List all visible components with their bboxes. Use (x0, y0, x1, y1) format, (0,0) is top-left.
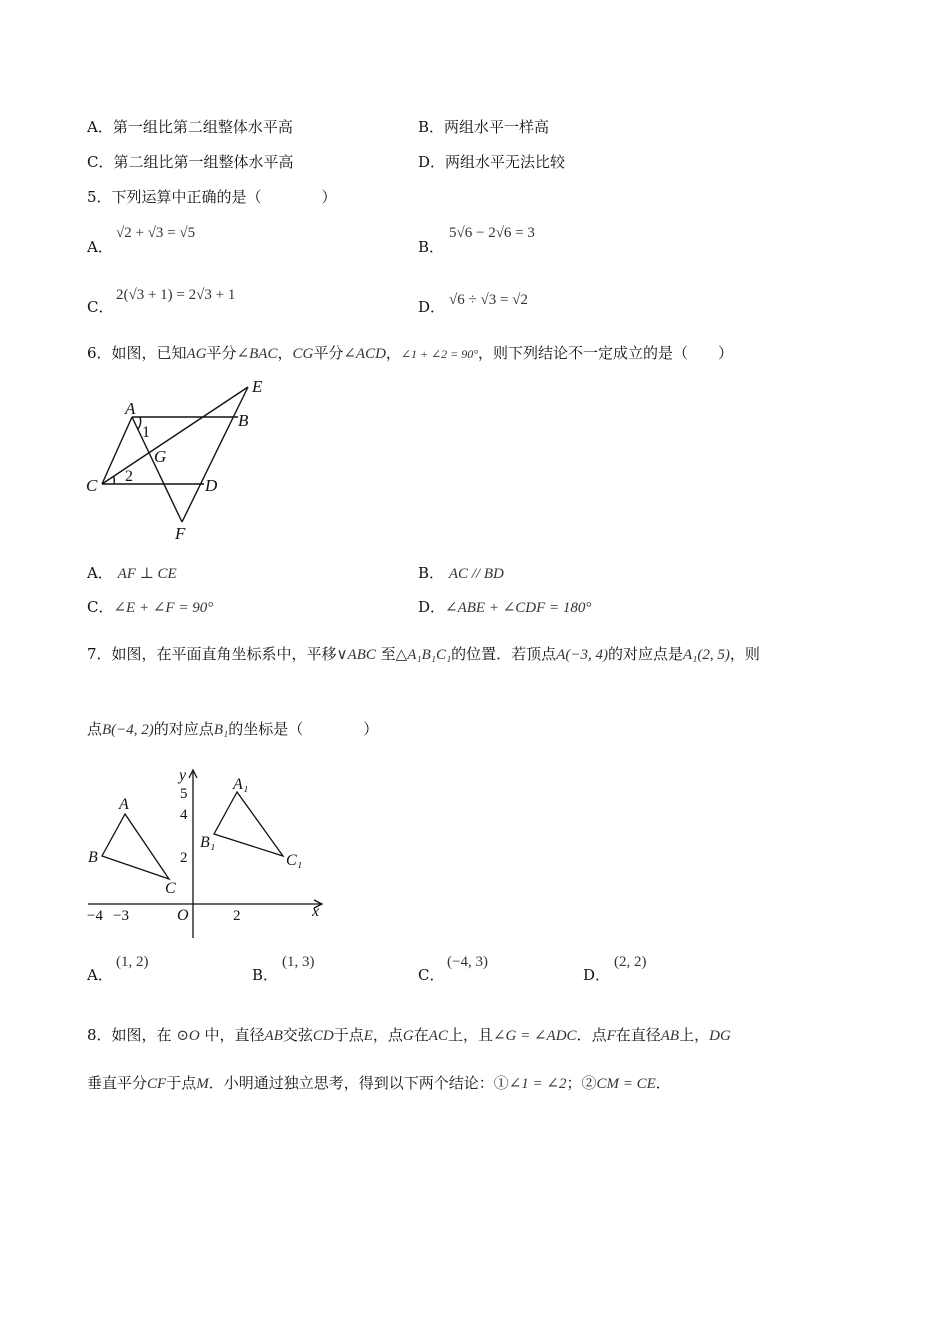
q4-option-d: D．两组水平无法比较 (418, 153, 566, 171)
q5-option-c-letter: C． (87, 298, 114, 316)
q6-option-c: C．∠E + ∠F = 90° (87, 598, 214, 616)
q8-stem-line1: 8．如图，在 ⊙O 中，直径AB交弦CD于点E，点G在AC上，且∠G = ∠ADC．点F在直径AB上，DG (87, 1026, 731, 1044)
q5-option-a-letter: A． (87, 238, 113, 256)
label-f: F (175, 524, 186, 543)
q5-option-b-letter: B． (418, 238, 445, 256)
triangle-a1b1c1 (214, 792, 283, 856)
x-tick-neg4: −4 (87, 908, 103, 924)
q6-option-a: A． AF ⊥ CE (87, 564, 177, 582)
label-a: A (125, 399, 136, 418)
q7-stem-line2: 点B(−4, 2)的对应点B₁的坐标是（ ） (87, 720, 379, 738)
point-c1: C₁ (286, 852, 303, 869)
point-b1: B₁ (200, 834, 216, 851)
y-tick-2: 2 (180, 850, 188, 866)
line-ef (182, 387, 248, 522)
q7-option-c-expr: (−4, 3) (447, 954, 488, 970)
q7-option-b-expr: (1, 3) (282, 954, 315, 970)
label-e: E (252, 377, 263, 396)
q5-stem: 5．下列运算中正确的是（ ） (87, 188, 337, 206)
q7-option-a-expr: (1, 2) (116, 954, 149, 970)
axis-label-y: y (179, 767, 187, 784)
q5-option-a-expr: √2 + √3 = √5 (116, 225, 196, 241)
q4-option-c: C．第二组比第一组整体水平高 (87, 153, 294, 171)
q5-option-b-expr: 5√6 − 2√6 = 3 (449, 225, 535, 241)
x-tick-neg3: −3 (113, 908, 129, 924)
q4-option-b: B．两组水平一样高 (418, 118, 550, 136)
line-af (132, 417, 182, 522)
label-angle-2: 2 (125, 468, 133, 485)
label-b: B (238, 411, 249, 430)
q4-option-a: A．第一组比第二组整体水平高 (87, 118, 293, 136)
q6-stem: 6．如图，已知AG平分∠BAC，CG平分∠ACD，∠1 + ∠2 = 90°，则下列结论不一定成立的是（ ） (87, 344, 734, 362)
q5-option-d-expr: √6 ÷ √3 = √2 (449, 292, 528, 308)
label-c: C (86, 476, 98, 495)
q7-option-a-letter: A． (87, 966, 113, 984)
q7-option-d-expr: (2, 2) (614, 954, 647, 970)
q6-option-d: D．∠ABE + ∠CDF = 180° (418, 598, 592, 616)
label-d: D (205, 476, 218, 495)
point-b: B (88, 849, 98, 866)
angle-2-arc (113, 476, 114, 484)
y-tick-5: 5 (180, 786, 188, 802)
q6-figure (80, 372, 290, 544)
y-tick-4: 4 (180, 807, 188, 823)
q7-option-c-letter: C． (418, 966, 445, 984)
q7-figure (80, 762, 340, 944)
point-c: C (165, 880, 176, 897)
q8-stem-line2: 垂直平分CF于点M．小明通过独立思考，得到以下两个结论：①∠1 = ∠2；②CM = CE． (87, 1074, 671, 1092)
point-a: A (119, 796, 129, 813)
triangle-abc (102, 814, 169, 879)
q7-option-d-letter: D． (583, 966, 611, 984)
label-g: G (154, 447, 167, 466)
q6-option-b: B． AC // BD (418, 564, 504, 582)
q5-option-d-letter: D． (418, 298, 446, 316)
q7-option-b-letter: B． (252, 966, 279, 984)
axis-label-x: x (312, 903, 320, 920)
label-angle-1: 1 (142, 424, 150, 441)
q5-option-c-expr: 2(√3 + 1) = 2√3 + 1 (116, 287, 236, 303)
origin-label: O (177, 907, 189, 924)
point-a1: A₁ (233, 776, 249, 793)
q7-stem-line1: 7．如图，在平面直角坐标系中，平移∨ABC 至△A₁B₁C₁的位置．若顶点A(−3, 4)的对应点是A₁(2, 5)，则 (87, 645, 760, 663)
angle-1-arc (138, 417, 141, 429)
x-tick-2: 2 (233, 908, 241, 924)
